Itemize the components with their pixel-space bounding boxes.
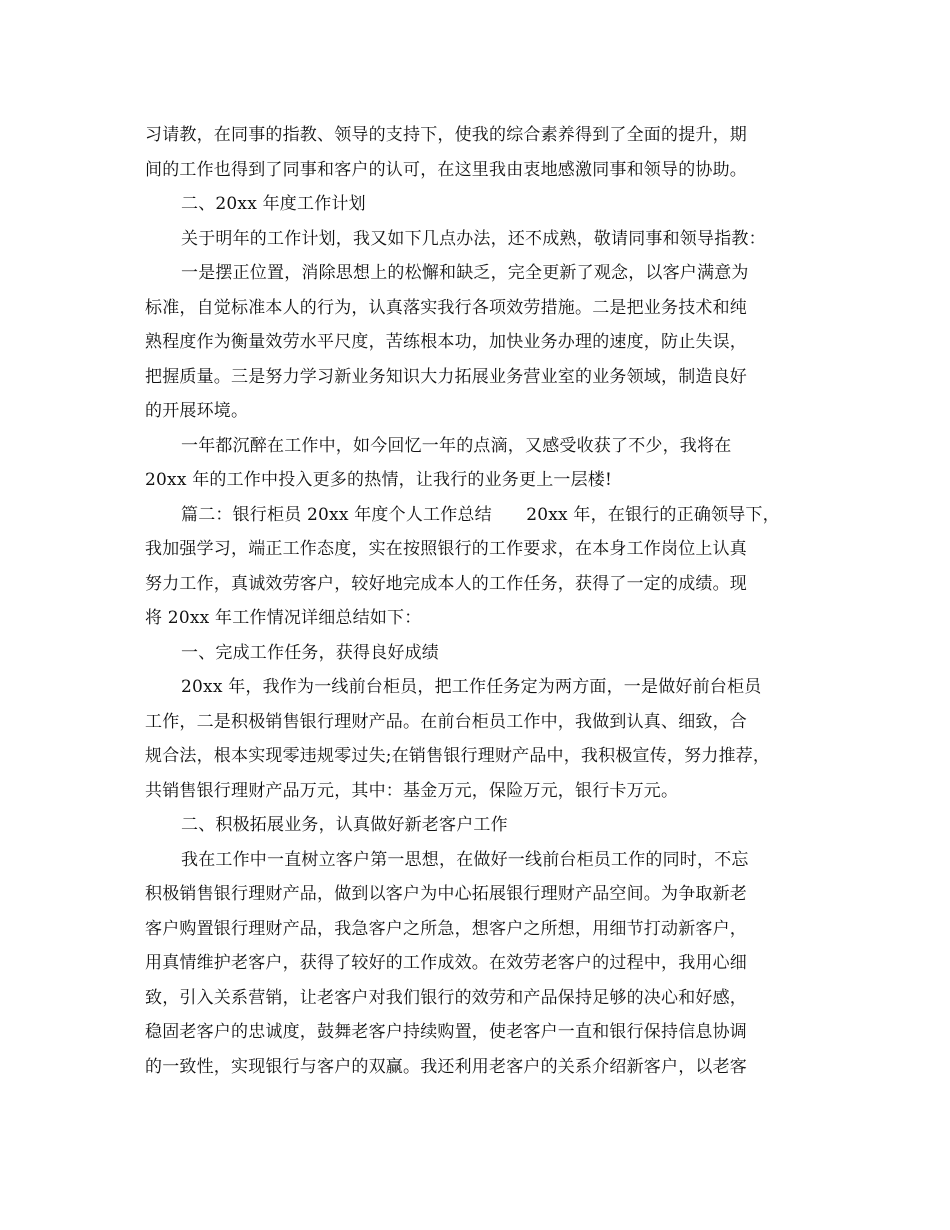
text-line: 致，引入关系营销，让老客户对我们银行的效劳和产品保持足够的决心和好感， bbox=[145, 987, 747, 1008]
text-line: 关于明年的工作计划，我又如下几点办法，还不成熟，敬请同事和领导指教： bbox=[181, 228, 766, 249]
text-line: 我加强学习，端正工作态度，实在按照银行的工作要求，在本身工作岗位上认真 bbox=[145, 539, 747, 559]
text-line: 工作，二是积极销售银行理财产品。在前台柜员工作中，我做到认真、细致，合 bbox=[145, 711, 747, 732]
text-line: 客户购置银行理财产品，我急客户之所急，想客户之所想，用细节打动新客户， bbox=[145, 918, 747, 939]
text-line: 习请教，在同事的指教、领导的支持下，使我的综合素养得到了全面的提升，期 bbox=[145, 125, 747, 145]
text-line: 努力工作，真诚效劳客户，较好地完成本人的工作任务，获得了一定的成绩。现 bbox=[145, 573, 747, 594]
text-line: 稳固老客户的忠诚度，鼓舞老客户持续购置，使老客户一直和银行保持信息协调 bbox=[145, 1022, 747, 1042]
text-line: 的开展环境。 bbox=[145, 401, 249, 421]
text-line: 用真情维护老客户，获得了较好的工作成效。在效劳老客户的过程中，我用心细 bbox=[145, 953, 747, 973]
text-line: 规合法，根本实现零违规零过失;在销售银行理财产品中，我积极宣传，努力推荐， bbox=[145, 746, 771, 766]
text-line: 二、积极拓展业务，认真做好新老客户工作 bbox=[181, 815, 508, 835]
text-line: 篇二：银行柜员 20xx 年度个人工作总结 20xx 年，在银行的正确领导下， bbox=[181, 504, 780, 525]
text-line: 将 20xx 年工作情况详细总结如下： bbox=[145, 608, 422, 628]
text-line: 熟程度作为衡量效劳水平尺度，苦练根本功，加快业务办理的速度，防止失误， bbox=[145, 332, 747, 352]
text-line: 一年都沉醉在工作中，如今回忆一年的点滴，又感受收获了不少，我将在 bbox=[181, 435, 732, 456]
text-line: 把握质量。三是努力学习新业务知识大力拓展业务营业室的业务领域，制造良好 bbox=[145, 366, 747, 387]
text-line: 一是摆正位置，消除思想上的松懈和缺乏，完全更新了观念，以客户满意为 bbox=[181, 263, 749, 283]
text-line: 积极销售银行理财产品，做到以客户为中心拓展银行理财产品空间。为争取新老 bbox=[145, 884, 747, 904]
text-line: 20xx 年，我作为一线前台柜员，把工作任务定为两方面，一是做好前台柜员 bbox=[181, 677, 762, 697]
text-line: 20xx 年的工作中投入更多的热情，让我行的业务更上一层楼! bbox=[145, 470, 613, 490]
text-line: 间的工作也得到了同事和客户的认可，在这里我由衷地感激同事和领导的协助。 bbox=[145, 159, 747, 180]
text-line: 标准，自觉标准本人的行为，认真落实我行各项效劳措施。二是把业务技术和纯 bbox=[145, 297, 747, 318]
text-line: 共销售银行理财产品万元，其中：基金万元，保险万元，银行卡万元。 bbox=[145, 780, 679, 801]
document-body bbox=[145, 118, 825, 1084]
text-line: 一、完成工作任务，获得良好成绩 bbox=[181, 642, 439, 663]
text-line: 的一致性，实现银行与客户的双赢。我还利用老客户的关系介绍新客户，以老客 bbox=[145, 1056, 747, 1077]
text-line: 二、20xx 年度工作计划 bbox=[181, 194, 366, 214]
text-line: 我在工作中一直树立客户第一思想，在做好一线前台柜员工作的同时，不忘 bbox=[181, 849, 749, 870]
